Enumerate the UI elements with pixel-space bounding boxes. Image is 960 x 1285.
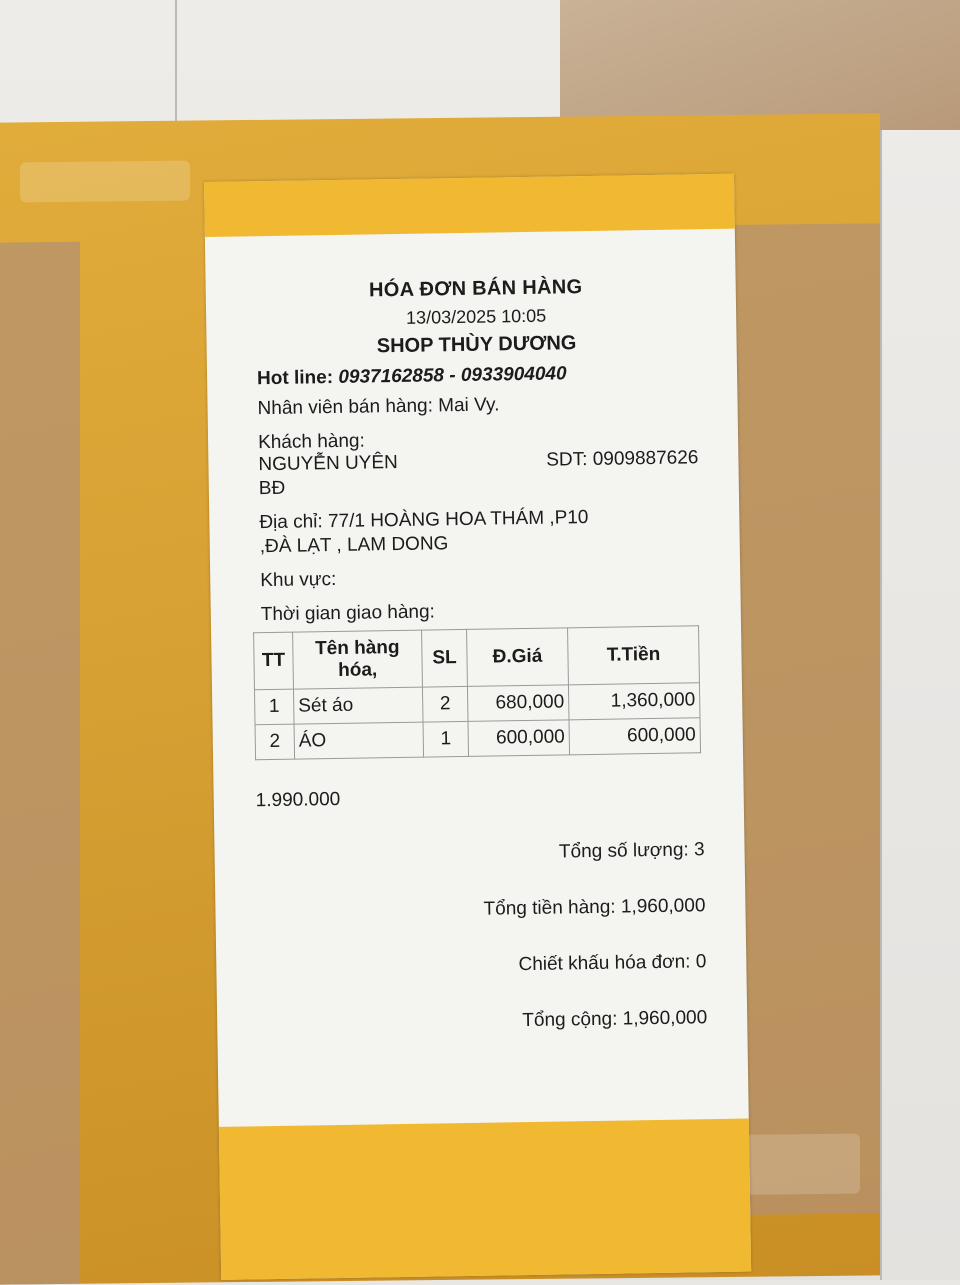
header-unit-price: Đ.Giá bbox=[467, 628, 569, 687]
staff-name: Nhân viên bán hàng: Mai Vy. bbox=[257, 394, 500, 420]
header-tt: TT bbox=[254, 632, 294, 690]
invoice-discount: Chiết khấu hóa đơn: 0 bbox=[518, 951, 707, 976]
cell-item-name: Sét áo bbox=[293, 687, 423, 724]
shop-name: SHOP THÙY DƯƠNG bbox=[376, 332, 577, 358]
address-line2: ,ĐÀ LẠT , LAM DONG bbox=[259, 533, 449, 558]
table-header-row bbox=[254, 626, 700, 690]
floor-tile-line bbox=[880, 130, 882, 1280]
handwritten-total: 1.990.000 bbox=[255, 788, 341, 812]
cardboard-strip-left bbox=[0, 242, 80, 1285]
cell-unit-price: 600,000 bbox=[468, 720, 570, 757]
header-line-total: T.Tiền bbox=[568, 626, 700, 685]
shipping-label bbox=[204, 174, 751, 1280]
grand-total: Tổng cộng: 1,960,000 bbox=[522, 1007, 708, 1032]
delivery-time: Thời gian giao hàng: bbox=[260, 601, 436, 626]
table-row bbox=[255, 718, 700, 760]
area: Khu vực: bbox=[260, 568, 337, 592]
tape-top bbox=[204, 174, 735, 237]
plastic-glare bbox=[20, 161, 190, 203]
hotline bbox=[257, 361, 697, 390]
items-table bbox=[253, 625, 701, 760]
cell-line-total: 600,000 bbox=[569, 718, 701, 755]
cardboard-strip-right bbox=[735, 223, 880, 1215]
cell-unit-price: 680,000 bbox=[467, 685, 569, 722]
hotline-label: Hot line: bbox=[256, 366, 334, 390]
cell-qty: 1 bbox=[423, 721, 469, 757]
total-quantity: Tổng số lượng: 3 bbox=[558, 839, 705, 863]
address-line1: Địa chỉ: 77/1 HOÀNG HOA THÁM ,P10 bbox=[259, 507, 589, 534]
receipt bbox=[256, 274, 708, 1036]
plastic-glare bbox=[740, 1134, 860, 1195]
receipt-datetime: 13/03/2025 10:05 bbox=[405, 305, 547, 328]
receipt-title: HÓA ĐƠN BÁN HÀNG bbox=[368, 276, 583, 302]
cell-line-total: 1,360,000 bbox=[568, 683, 700, 720]
customer-phone: SDT: 0909887626 bbox=[546, 447, 699, 471]
floor-tile-line bbox=[175, 0, 177, 125]
hotline-numbers: 0937162858 - 0933904040 bbox=[338, 363, 567, 388]
cardboard-box bbox=[560, 0, 960, 130]
goods-total: Tổng tiền hàng: 1,960,000 bbox=[483, 895, 706, 920]
header-item-name: Tên hàng hóa, bbox=[293, 630, 423, 689]
customer-label: Khách hàng: bbox=[257, 430, 365, 454]
customer-name: NGUYỄN UYÊN bbox=[258, 451, 398, 476]
header-qty: SL bbox=[422, 629, 468, 687]
cell-item-name: ÁO bbox=[294, 722, 424, 759]
cell-tt: 2 bbox=[255, 724, 295, 760]
cell-tt: 1 bbox=[254, 689, 294, 725]
tape-bottom bbox=[219, 1119, 751, 1280]
cell-qty: 2 bbox=[422, 686, 468, 722]
customer-name-line2: BĐ bbox=[258, 477, 286, 500]
